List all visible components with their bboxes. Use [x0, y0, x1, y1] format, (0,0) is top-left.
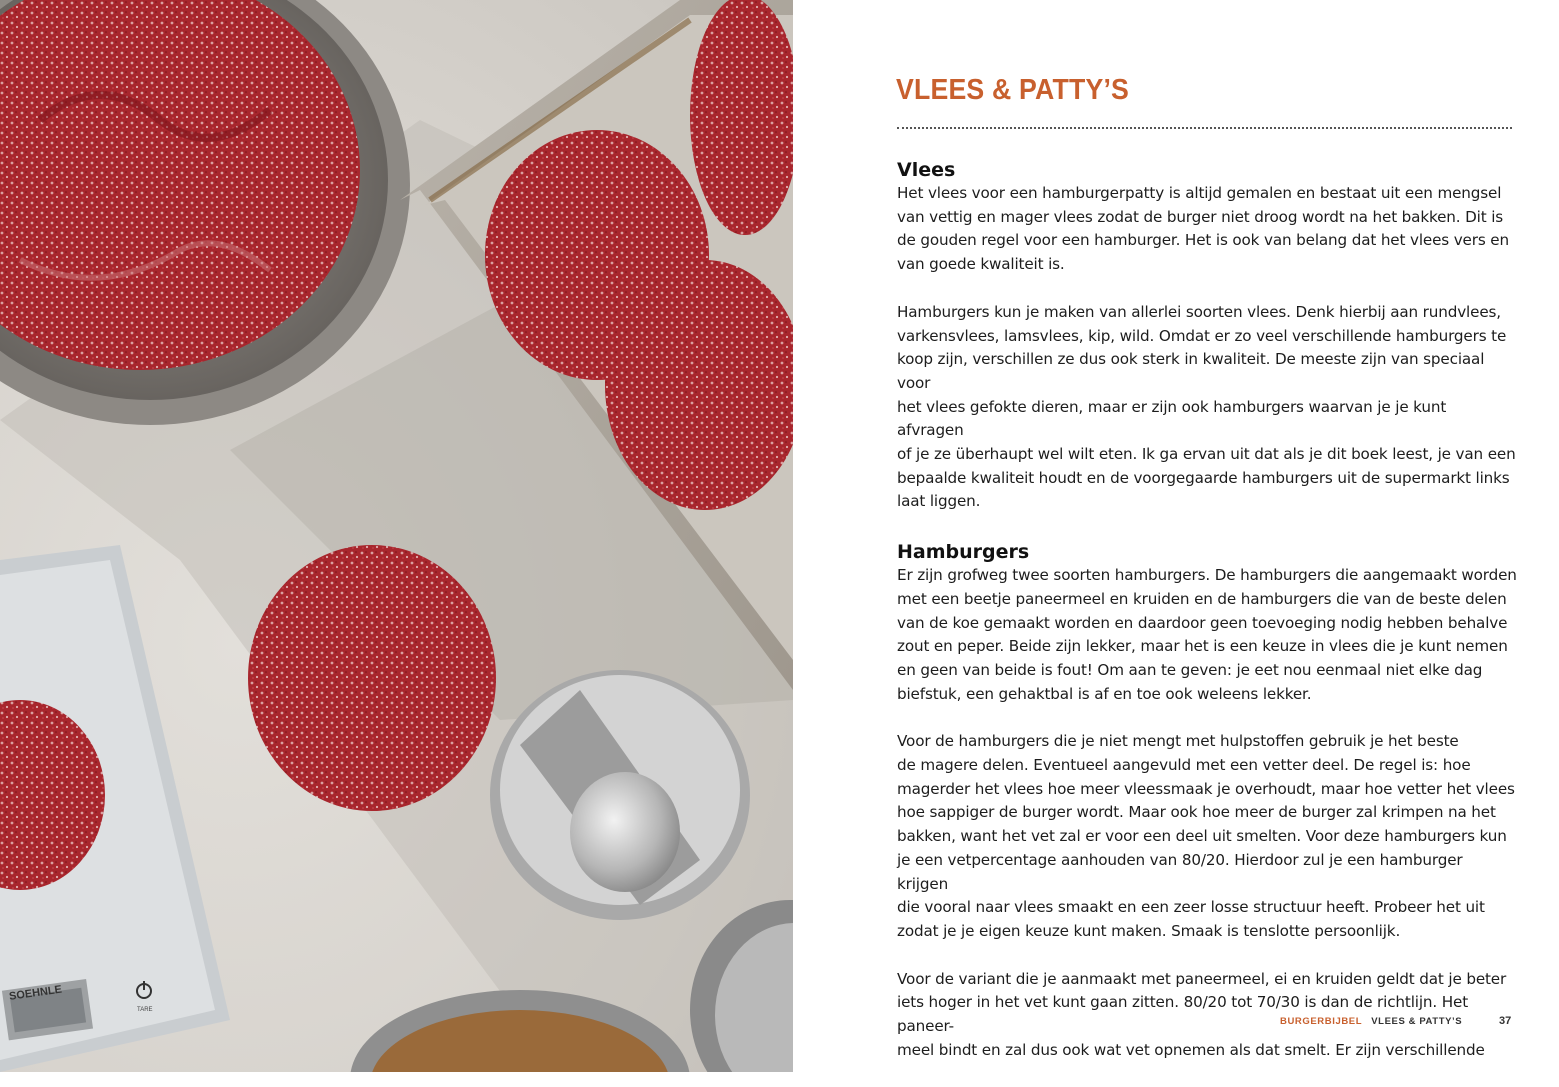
footer-book-title: BURGERBIJBEL: [1280, 1016, 1362, 1027]
paragraph: Hamburgers kun je maken van allerlei soorten vlees. Denk hierbij aan rundvlees, varkensvlees, lamsvlees, kip, wild. Omdat er zo veel verschillende hamburgers te koop zijn, verschillen ze dus ook sterk in kwaliteit. De meeste zijn van speciaal voor het vlees gefokte dieren, maar er zijn ook hamburgers waarvan je je kunt afvragen of je ze überhaupt wel wilt eten. Ik ga ervan uit dat als je dit boek leest, je van een bepaalde kwaliteit houdt en de voorgegaarde hamburgers uit de supermarkt links laat liggen.: [897, 302, 1516, 511]
article-body: [897, 156, 1517, 1087]
paragraph: Voor de variant die je aanmaakt met paneermeel, ei en kruiden geldt dat je beter iets hoger in het vet kunt gaan zitten. 80/20 tot 70/30 is dan de richtlijn. Het paneer- meel bindt en zal dus ook wat vet opnemen als dat smelt. Er zijn verschillende: [897, 969, 1507, 1059]
paragraph: Het vlees voor een hamburgerpatty is altijd gemalen en bestaat uit een mengsel van vettig en mager vlees zodat de burger niet droog wordt na het bakken. Dit is de gouden regel voor een hamburger. Het is ook van belang dat het vlees vers en van goede kwaliteit is.: [897, 184, 1509, 274]
scale-brand: SOEHNLE: [8, 983, 63, 1003]
patty: [248, 545, 496, 811]
paragraph: Voor de hamburgers die je niet mengt met hulpstoffen gebruik je het beste de magere delen. Eventueel aangevuld met een vetter deel. De regel is: hoe magerder het vlees hoe meer vleessmaak je overhoudt, maar hoe vetter het vlees hoe sappiger de burger wordt. Maar ook hoe meer de burger zal krimpen na het bakken, want het vet zal er voor een deel uit smelten. Voor deze hamburgers kun je een vetpercentage aanhouden van 80/20. Hierdoor zul je een hamburger krijgen die vooral naar vlees smaakt en een zeer losse structuur heeft. Probeer het uit zodat je je eigen keuze kunt maken. Smaak is tenslotte persoonlijk.: [897, 732, 1515, 940]
footer-section-title: VLEES & PATTY’S: [1371, 1016, 1463, 1027]
section-heading: Hamburgers: [897, 541, 1030, 564]
paragraph: Er zijn grofweg twee soorten hamburgers. De hamburgers die aangemaakt worden met een beetje paneermeel en kruiden en de hamburgers die van de beste delen van de koe gemaakt worden en daardoor geen toevoeging nodig hebben behalve zout en peper. Beide zijn lekker, maar het is een keuze in vlees die je kunt nemen en geen van beide is fout! Om aan te geven: je eet nou eenmaal niet elke dag biefstuk, een gehaktbal is af en toe ook weleens lekker.: [897, 566, 1517, 703]
scale-tare-label: TARE: [137, 1007, 153, 1013]
text-page: [793, 0, 1559, 1072]
section-heading: Vlees: [897, 159, 956, 181]
page-number: 37: [1499, 1015, 1512, 1027]
running-footer: [1280, 1016, 1462, 1027]
page-title: VLEES & PATTY’S: [896, 74, 1130, 106]
dotted-divider: [897, 127, 1512, 129]
